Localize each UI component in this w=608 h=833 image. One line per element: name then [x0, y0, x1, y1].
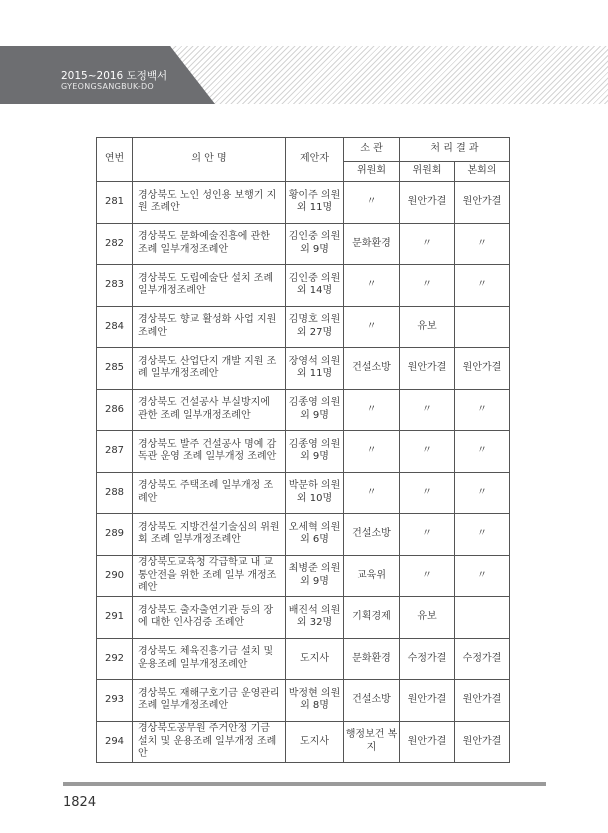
result-plenary: 〃 [455, 431, 510, 473]
proposer: 김종영 의원 외 9명 [286, 431, 344, 473]
committee: 건설소방 [344, 348, 400, 390]
result-plenary [455, 306, 510, 348]
committee: 건설소방 [344, 514, 400, 556]
row-number: 283 [97, 265, 133, 307]
header-no: 연번 [97, 138, 133, 182]
row-number: 291 [97, 597, 133, 639]
table-row [97, 680, 510, 722]
proposer: 김명호 의원 외 27명 [286, 306, 344, 348]
table-row [97, 265, 510, 307]
table-row [97, 597, 510, 639]
table-row [97, 306, 510, 348]
bill-title: 경상북도 발주 건설공사 명예 감독관 운영 조례 일부개정 조례안 [133, 431, 286, 473]
committee: 〃 [344, 306, 400, 348]
result-plenary: 원안가결 [455, 348, 510, 390]
table-row [97, 389, 510, 431]
result-plenary: 〃 [455, 223, 510, 265]
header-result-committee: 위원회 [400, 162, 455, 182]
row-number: 286 [97, 389, 133, 431]
result-committee: 원안가결 [400, 182, 455, 224]
bill-title: 경상북도 지방건설기술심의 위원회 조례 일부개정조례안 [133, 514, 286, 556]
header-committee-top: 소 관 [344, 138, 400, 162]
result-plenary: 원안가결 [455, 680, 510, 722]
result-plenary: 〃 [455, 265, 510, 307]
proposer: 김종영 의원 외 9명 [286, 389, 344, 431]
table-row [97, 514, 510, 556]
result-plenary: 수정가결 [455, 638, 510, 680]
committee: 교육위 [344, 555, 400, 597]
table-body [97, 182, 510, 763]
proposer: 도지사 [286, 638, 344, 680]
committee: 〃 [344, 431, 400, 473]
result-committee: 〃 [400, 514, 455, 556]
result-plenary: 〃 [455, 389, 510, 431]
bill-title: 경상북도 건설공사 부실방지에 관한 조례 일부개정조례안 [133, 389, 286, 431]
row-number: 287 [97, 431, 133, 473]
bill-title: 경상북도 도립예술단 설치 조례 일부개정조례안 [133, 265, 286, 307]
proposer: 최병준 의원 외 9명 [286, 555, 344, 597]
table-row [97, 182, 510, 224]
proposer: 김인중 의원 외 14명 [286, 265, 344, 307]
row-number: 282 [97, 223, 133, 265]
result-committee: 유보 [400, 306, 455, 348]
page-number: 1824 [63, 795, 97, 810]
row-number: 294 [97, 721, 133, 763]
result-committee: 원안가결 [400, 348, 455, 390]
proposer: 김인중 의원 외 9명 [286, 223, 344, 265]
table-row [97, 638, 510, 680]
row-number: 290 [97, 555, 133, 597]
row-number: 293 [97, 680, 133, 722]
bill-title: 경상북도 문화예술진흥에 관한 조례 일부개정조례안 [133, 223, 286, 265]
proposer: 황이주 의원 외 11명 [286, 182, 344, 224]
bill-title: 경상북도 노인 성인용 보행기 지원 조례안 [133, 182, 286, 224]
committee: 건설소방 [344, 680, 400, 722]
committee: 〃 [344, 265, 400, 307]
committee: 〃 [344, 472, 400, 514]
proposer: 박정현 의원 외 8명 [286, 680, 344, 722]
result-plenary [455, 597, 510, 639]
bill-title: 경상북도 향교 활성화 사업 지원 조례안 [133, 306, 286, 348]
result-committee: 〃 [400, 389, 455, 431]
proposer: 장영석 의원 외 11명 [286, 348, 344, 390]
table-row [97, 431, 510, 473]
proposer: 박문하 의원 외 10명 [286, 472, 344, 514]
committee: 문화환경 [344, 638, 400, 680]
committee: 〃 [344, 389, 400, 431]
result-plenary: 〃 [455, 555, 510, 597]
committee: 문화환경 [344, 223, 400, 265]
result-committee: 유보 [400, 597, 455, 639]
header-bill-title: 의 안 명 [133, 138, 286, 182]
table-row [97, 472, 510, 514]
proposer: 배진석 의원 외 32명 [286, 597, 344, 639]
table-row [97, 348, 510, 390]
row-number: 281 [97, 182, 133, 224]
row-number: 289 [97, 514, 133, 556]
footer-bar [63, 782, 546, 786]
proposer: 도지사 [286, 721, 344, 763]
result-committee: 〃 [400, 431, 455, 473]
bill-title: 경상북도 산업단지 개발 지원 조례 일부개정조례안 [133, 348, 286, 390]
book-subtitle: GYEONGSANGBUK-DO [61, 82, 154, 91]
result-committee: 원안가결 [400, 721, 455, 763]
bill-table [96, 137, 510, 763]
bill-title: 경상북도공무원 주거안정 기금 설치 및 운용조례 일부개정 조례안 [133, 721, 286, 763]
result-committee: 〃 [400, 223, 455, 265]
committee: 〃 [344, 182, 400, 224]
table-row [97, 223, 510, 265]
row-number: 292 [97, 638, 133, 680]
row-number: 285 [97, 348, 133, 390]
header-result: 처 리 결 과 [400, 138, 510, 162]
result-committee: 수정가결 [400, 638, 455, 680]
row-number: 284 [97, 306, 133, 348]
result-plenary: 〃 [455, 472, 510, 514]
header-proposer: 제안자 [286, 138, 344, 182]
result-committee: 〃 [400, 265, 455, 307]
result-plenary: 원안가결 [455, 182, 510, 224]
table-row [97, 555, 510, 597]
committee: 기획경제 [344, 597, 400, 639]
row-number: 288 [97, 472, 133, 514]
bill-title: 경상북도 재해구호기금 운영관리 조례 일부개정조례안 [133, 680, 286, 722]
result-plenary: 〃 [455, 514, 510, 556]
bill-title: 경상북도 주택조례 일부개정 조례안 [133, 472, 286, 514]
table-row [97, 721, 510, 763]
bill-title: 경상북도교육청 각급학교 내 교통안전을 위한 조례 일부 개정조례안 [133, 555, 286, 597]
header-committee-bottom: 위원회 [344, 162, 400, 182]
result-committee: 원안가결 [400, 680, 455, 722]
book-title: 2015~2016 도정백서 [61, 70, 168, 82]
result-committee: 〃 [400, 472, 455, 514]
proposer: 오세혁 의원 외 6명 [286, 514, 344, 556]
bill-title: 경상북도 출자출연기관 등의 장에 대한 인사검증 조례안 [133, 597, 286, 639]
bill-title: 경상북도 체육진흥기금 설치 및 운용조례 일부개정조례안 [133, 638, 286, 680]
header-result-plenary: 본회의 [455, 162, 510, 182]
result-committee: 〃 [400, 555, 455, 597]
result-plenary: 원안가결 [455, 721, 510, 763]
committee: 행정보건 복지 [344, 721, 400, 763]
